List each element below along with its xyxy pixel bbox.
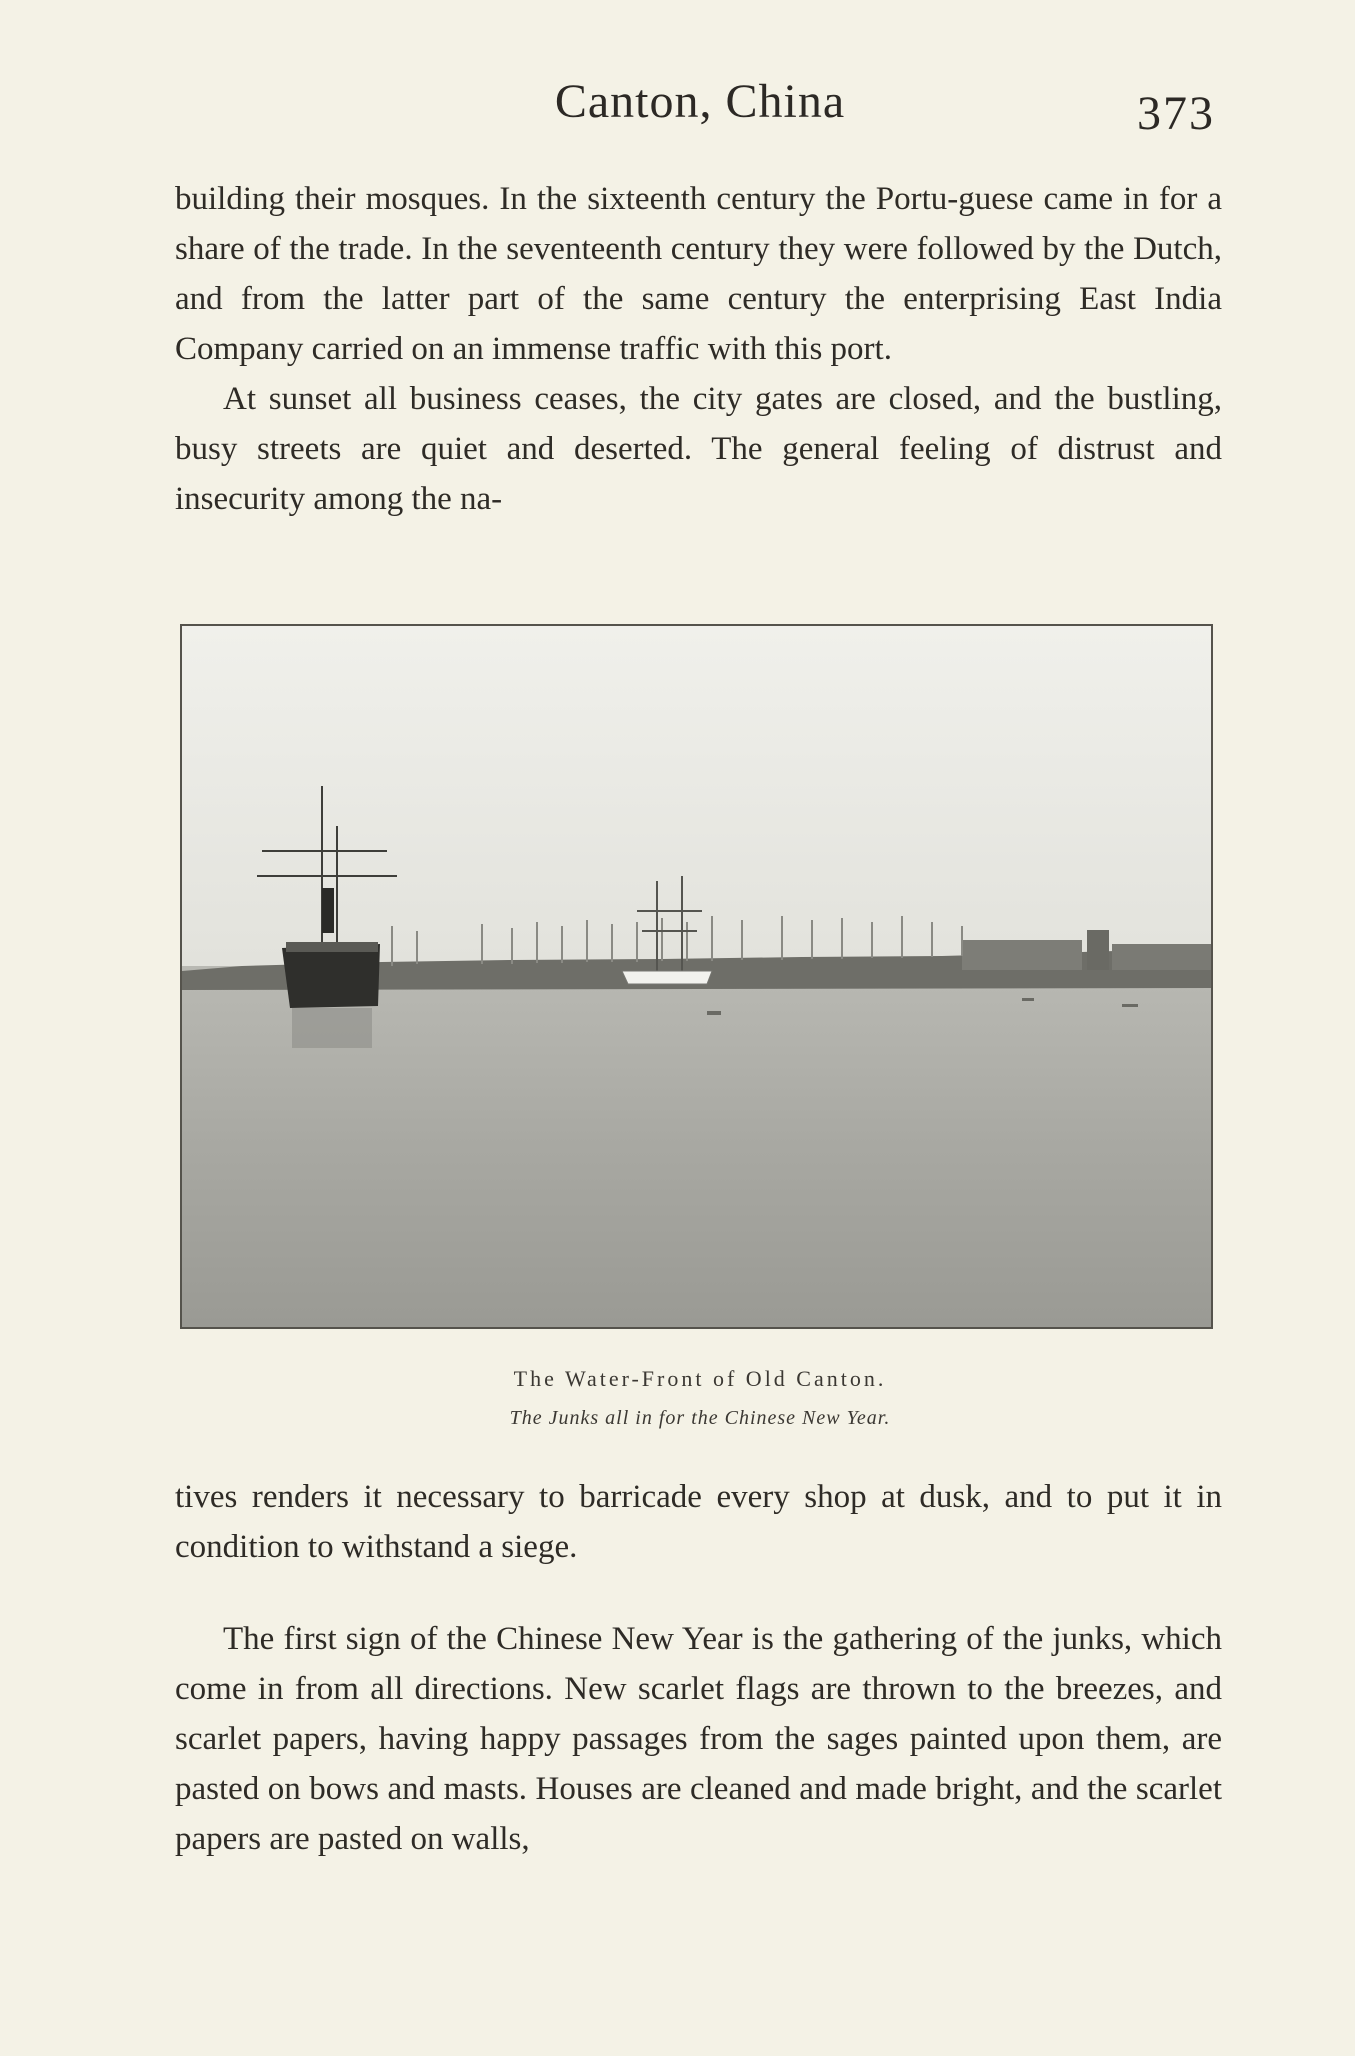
paragraph: tives renders it necessary to barricade every shop at dusk, and to put it in condition to withstand a siege. (175, 1479, 1222, 1565)
small-boat (707, 1011, 721, 1015)
photo-water-front (180, 624, 1213, 1329)
running-head: Canton, China (554, 75, 846, 128)
paragraph: building their mosques. In the sixteenth century the Portu-guese came in for a share of the trade. In the seventeenth century they were followed by the Dutch, and from the latter part of the same century the enterprising East India Company carried on an immense traffic with this port. (175, 181, 1222, 367)
steamer-deck (286, 942, 378, 952)
reflection (292, 1008, 372, 1048)
figure-caption-subtitle: The Junks all in for the Chinese New Year. (509, 1407, 891, 1429)
figure-caption-title: The Water-Front of Old Canton. (513, 1366, 887, 1391)
steamer-hull (282, 944, 380, 1008)
paragraph: The first sign of the Chinese New Year is the gathering of the junks, which come in from all directions. New scarlet flags are thrown to the breezes, and scarlet papers, having happy passages from the sages painted upon them, are pasted on bows and masts. Houses are cleaned and made bright, and the scarlet papers are pasted on walls, (175, 1621, 1222, 1857)
paragraph: At sunset all business ceases, the city gates are closed, and the bustling, busy streets are quiet and deserted. The general feeling of distrust and insecurity among the na- (175, 381, 1222, 517)
text-block-bottom (175, 1614, 1222, 1864)
sailing-ship-hull (622, 971, 712, 984)
buildings (1112, 944, 1211, 970)
tower (1087, 930, 1109, 970)
harbour-photo (182, 626, 1211, 1327)
small-boat (1122, 1004, 1138, 1007)
steamer-funnel (322, 888, 334, 933)
text-block-continuation (175, 1472, 1222, 1572)
small-boat (1022, 998, 1034, 1001)
page-number: 373 (1137, 87, 1215, 140)
text-block-top (175, 174, 1222, 524)
buildings (962, 940, 1082, 970)
